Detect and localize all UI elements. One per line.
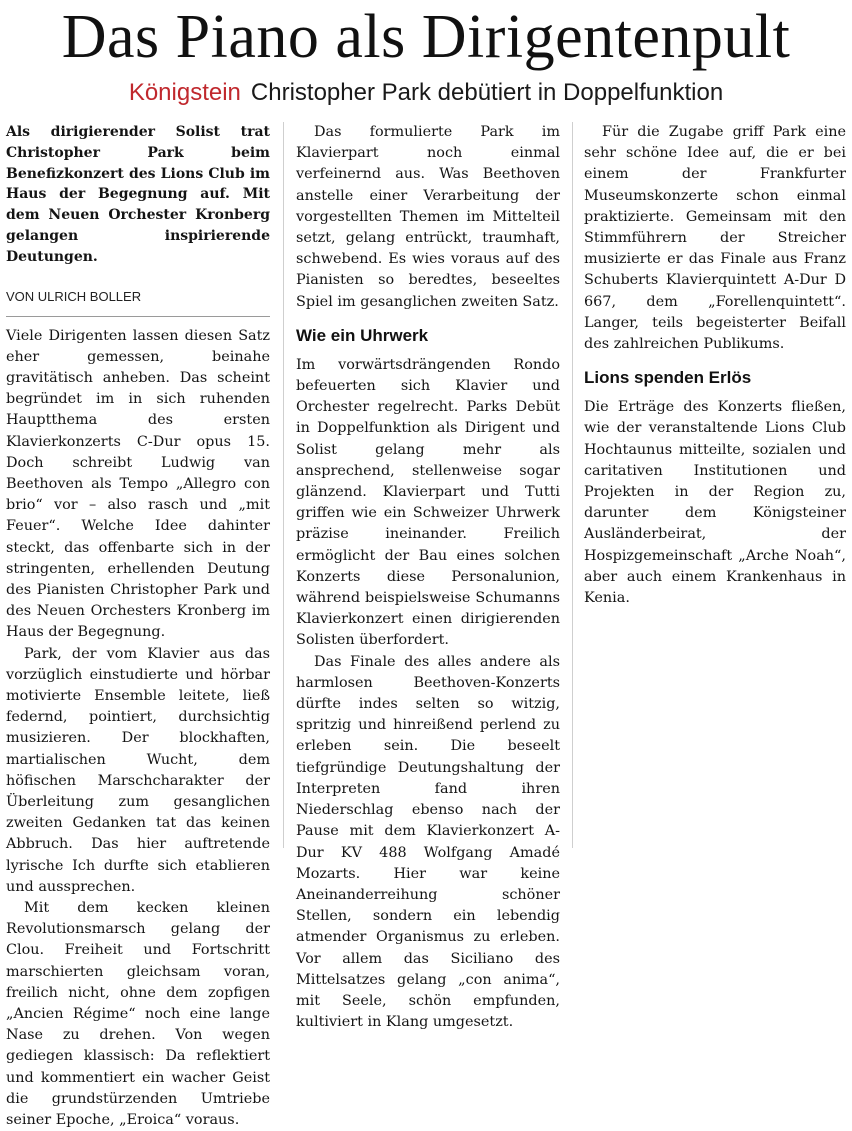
- column-rule-1: [283, 122, 284, 848]
- headline: Das Piano als Dirigentenpult: [61, 3, 791, 71]
- paragraph: Das formulierte Park im Klavierpart noch einmal verfeinernd aus. Was Beethoven anstelle einer Verarbeitung der vorgestellten Themen im Mittelteil setzt, gelang entrückt, traumhaft, schwebend. Es wies voraus auf des Pianisten so beredtes, beseeltes Spiel im gesanglichen zweiten Satz.: [296, 124, 560, 310]
- paragraph: Für die Zugabe griff Park eine sehr schöne Idee auf, die er bei einem der Frankfurter Museumskonzerte schon einmal praktizierte. Gemeinsam mit den Stimmführern der Streicher musizierte er das Finale aus Franz Schuberts Klavierquintett A-Dur D 667, dem „Forellenquintett“. Langer, teils begeisterter Beifall des zahlreichen Publikums.: [584, 124, 846, 353]
- paragraph: Das Finale des alles andere als harmlosen Beethoven-Konzerts dürfte indes selten so witzig, spritzig und hinreißend perlend zu erleben sein. Die beseelt tiefgründige Deutungshaltung der Interpreten fand ihren Niederschlag ebenso nach der Pause mit dem Klavierkonzert A-Dur KV 488 Wolfgang Amadé Mozarts. Hier war keine Aneinanderreihung schöner Stellen, sondern ein lebendig atmender Organismus zu erleben. Vor allem das Siciliano des Mittelsatzes gelang „con anima“, mit Seele, schön empfunden, kultiviert in Klang umgesetzt.: [296, 653, 560, 1031]
- lead-text: Als dirigierender Solist trat Christopher Park beim Benefizkonzert des Lions Club im Haus der Begegnung auf. Mit dem Neuen Orchester Kronberg gelangen inspirierende Deutungen.: [6, 124, 270, 265]
- column-3: [584, 122, 846, 848]
- paragraph: [6, 898, 270, 1131]
- section-heading: Wie ein Uhrwerk: [296, 325, 429, 345]
- paragraph: Die Erträge des Konzerts fließen, wie der veranstaltende Lions Club Hochtaunus mitteilte, sozialen und caritativen Institutionen und Projekten in der Region zu, darunter dem Königsteiner Ausländerbeirat, der Hospizgemeinschaft „Arche Noah“, aber auch einem Krankenhaus in Kenia.: [584, 399, 846, 607]
- section-heading: Lions spenden Erlös: [584, 368, 752, 388]
- column-2: [296, 122, 560, 1031]
- location-label: Königstein: [128, 79, 241, 106]
- byline: VON ULRICH BOLLER: [6, 288, 270, 317]
- column-1: [6, 122, 270, 1129]
- paragraph: Im vorwärtsdrängenden Rondo befeuerten sich Klavier und Orchester regelrecht. Parks Debüt in Doppelfunktion als Dirigent und Solist gelang mehr als ansprechend, stellenweise sogar glänzend. Klavierpart und Tutti griffen wie ein Schweizer Uhrwerk präzise ineinander. Freilich ermöglicht der Bau eines solchen Konzerts diese Personalunion, während beispielsweise Schumanns Klavierkonzert einen dirigierenden Solisten überfordert.: [296, 356, 560, 649]
- paragraph: Viele Dirigenten lassen diesen Satz eher gemessen, beinahe gravitätisch anheben. Das scheint begründet im in sich ruhenden Hauptthema des ersten Klavierkonzerts C-Dur opus 15. Doch schreibt Ludwig van Beethoven als Tempo „Allegro con brio“ vor – also rasch und „mit Feuer“. Welche Idee dahinter steckt, das offenbarte sich in der stringenten, erhellenden Deutung des Pianisten Christopher Park und des Neuen Orchesters Kronberg im Haus der Begegnung.: [6, 327, 270, 641]
- paragraph-text: Mit dem kecken kleinen Revolutionsmarsch gelang der Clou. Freiheit und Fortschritt marschierten gleichsam voran, freilich nicht, ohne dem zopfigen „Ancien Régime“ noch eine lange Nase zu drehen. Von wegen gediegen klassisch: Da reflektiert und kommentiert ein wacher Geist die grundstürzenden Umtriebe seiner Epoche, „Eroica“ voraus.: [6, 900, 270, 1129]
- subheadline-row: [0, 76, 852, 110]
- column-rule-2: [572, 122, 573, 848]
- subheadline: Christopher Park debütiert in Doppelfunktion: [250, 79, 724, 106]
- paragraph: Park, der vom Klavier aus das vorzüglich einstudierte und hörbar motivierte Ensemble leitete, ließ federnd, pointiert, durchsichtig musizieren. Der blockhaften, martialischen Wucht, dem höfischen Marschcharakter der Überleitung zum gesanglichen zweiten Gedanken tat das keinen Abbruch. Das hier auftretende lyrische Ich durfte sich etablieren und aussprechen.: [6, 645, 270, 895]
